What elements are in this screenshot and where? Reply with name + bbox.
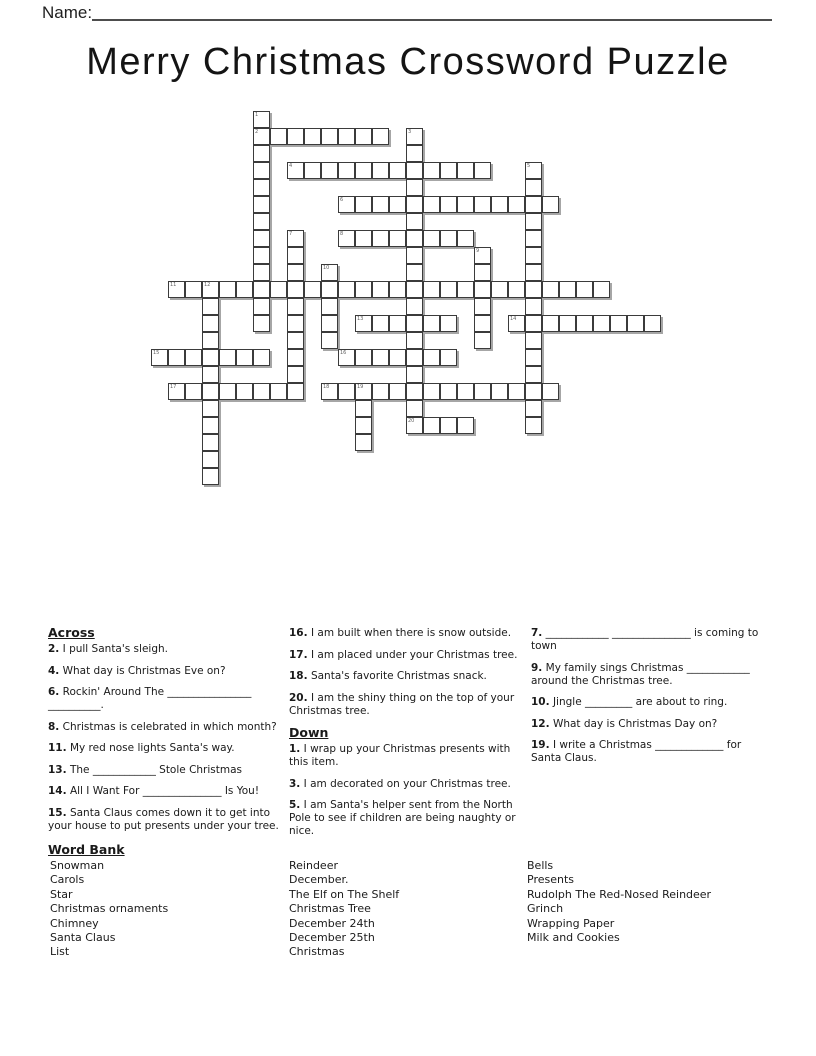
grid-cell (372, 315, 389, 332)
grid-cell (253, 281, 270, 298)
cell-number: 11 (170, 282, 177, 288)
clue-number: 19. (531, 739, 550, 751)
word-bank-item: Presents (527, 873, 575, 887)
grid-cell (525, 247, 542, 264)
grid-cell (372, 349, 389, 366)
grid-cell (525, 400, 542, 417)
clue-number: 3. (289, 777, 301, 790)
clue-17: 17. I am placed under your Christmas tree. (289, 648, 518, 661)
grid-cell (372, 383, 389, 400)
grid-cell (338, 196, 355, 213)
grid-cell (287, 128, 304, 145)
grid-cell (457, 417, 474, 434)
grid-cell (525, 162, 542, 179)
grid-cell (593, 315, 610, 332)
grid-cell (610, 315, 627, 332)
cell-number: 9 (476, 248, 480, 254)
grid-cell (491, 383, 508, 400)
grid-cell (406, 417, 423, 434)
cell-number: 18 (323, 384, 330, 390)
grid-cell (542, 383, 559, 400)
grid-cell (304, 281, 321, 298)
grid-cell (389, 349, 406, 366)
grid-cell (253, 247, 270, 264)
grid-cell (525, 230, 542, 247)
clue-15: 15. Santa Claus comes down it to get into your house to put presents under your tree. (48, 806, 279, 832)
grid-cell (627, 315, 644, 332)
grid-cell (440, 196, 457, 213)
clue-1: 1. I wrap up your Christmas presents with this item. (289, 743, 511, 768)
cell-number: 14 (510, 316, 517, 322)
grid-cell (423, 281, 440, 298)
grid-cell (321, 264, 338, 281)
clue-16: 16. I am built when there is snow outside. (289, 627, 512, 639)
cell-number: 16 (340, 350, 347, 356)
grid-cell (253, 179, 270, 196)
word-bank-item: Carols (50, 873, 85, 887)
word-bank-header: Word Bank (48, 842, 125, 857)
clue-7: 7. ____________ _______________ is coming to town (531, 627, 759, 652)
grid-cell (474, 315, 491, 332)
grid-cell (542, 196, 559, 213)
word-bank-item: Grinch (527, 902, 564, 916)
grid-cell (185, 281, 202, 298)
clue-number: 10. (531, 696, 550, 708)
grid-cell (406, 196, 423, 213)
cell-number: 2 (255, 129, 259, 135)
grid-cell (355, 434, 372, 451)
word-bank-item: Reindeer (289, 859, 338, 872)
grid-cell (406, 315, 423, 332)
grid-cell (202, 315, 219, 332)
cell-number: 3 (408, 129, 412, 135)
clue-column-2 (289, 627, 527, 847)
grid-cell (440, 230, 457, 247)
cell-number: 8 (340, 231, 344, 237)
grid-cell (474, 196, 491, 213)
grid-cell (253, 145, 270, 162)
clue-10: 10. Jingle _________ are about to ring. (531, 696, 728, 708)
grid-cell (406, 230, 423, 247)
clue-3: 3. I am decorated on your Christmas tree. (289, 777, 511, 790)
clue-number: 14. (48, 785, 67, 797)
grid-cell (338, 281, 355, 298)
grid-cell (202, 417, 219, 434)
grid-cell (406, 281, 423, 298)
grid-cell (355, 162, 372, 179)
clue-number: 2. (48, 643, 60, 655)
grid-cell (287, 383, 304, 400)
grid-cell (338, 230, 355, 247)
grid-cell (525, 315, 542, 332)
cell-number: 4 (289, 163, 293, 169)
grid-cell (338, 383, 355, 400)
clue-number: 13. (48, 763, 67, 776)
cell-number: 20 (408, 418, 415, 424)
grid-cell (202, 298, 219, 315)
grid-cell (593, 281, 610, 298)
cell-number: 5 (527, 163, 531, 169)
grid-cell (423, 349, 440, 366)
clue-12: 12. What day is Christmas Day on? (531, 717, 718, 730)
word-bank-item: Santa Claus (50, 931, 116, 945)
word-bank-item: Star (50, 887, 73, 901)
word-bank-item: Christmas (289, 945, 345, 959)
word-bank-item: Christmas Tree (289, 902, 371, 916)
cell-number: 1 (255, 112, 259, 118)
grid-cell (457, 230, 474, 247)
grid-cell (525, 332, 542, 349)
grid-cell (406, 383, 423, 400)
word-bank-item: Snowman (50, 859, 105, 872)
grid-cell (525, 298, 542, 315)
grid-cell (202, 383, 219, 400)
grid-cell (559, 315, 576, 332)
clue-number: 15. (48, 806, 67, 819)
grid-cell (474, 264, 491, 281)
word-bank-item: Milk and Cookies (527, 931, 620, 945)
grid-cell (185, 349, 202, 366)
clue-number: 5. (289, 799, 301, 811)
word-bank-column-2 (289, 859, 399, 960)
grid-cell (474, 298, 491, 315)
clue-number: 9. (531, 661, 543, 674)
grid-cell (287, 298, 304, 315)
grid-cell (525, 264, 542, 281)
grid-cell (474, 162, 491, 179)
grid-cell (423, 383, 440, 400)
word-bank-column-1 (50, 859, 168, 960)
grid-cell (525, 366, 542, 383)
cell-number: 13 (357, 316, 364, 322)
grid-cell (406, 264, 423, 281)
grid-cell (508, 196, 525, 213)
grid-cell (576, 281, 593, 298)
word-bank-item: Wrapping Paper (527, 916, 615, 930)
grid-cell (355, 400, 372, 417)
grid-cell (389, 196, 406, 213)
down-header: Down (289, 725, 329, 740)
grid-cell (253, 111, 270, 128)
grid-cell (423, 315, 440, 332)
grid-cell (389, 383, 406, 400)
word-bank-column-3 (527, 859, 711, 945)
word-bank-item: Chimney (50, 916, 99, 930)
grid-cell (525, 417, 542, 434)
clue-4: 4. What day is Christmas Eve on? (48, 664, 226, 677)
grid-cell (253, 162, 270, 179)
grid-cell (185, 383, 202, 400)
grid-cell (253, 264, 270, 281)
clue-number: 6. (48, 686, 60, 698)
grid-cell (406, 247, 423, 264)
grid-cell (355, 383, 372, 400)
grid-cell (355, 417, 372, 434)
grid-cell (168, 281, 185, 298)
clue-number: 18. (289, 670, 308, 682)
grid-cell (202, 349, 219, 366)
grid-cell (253, 315, 270, 332)
grid-cell (474, 383, 491, 400)
grid-cell (253, 196, 270, 213)
clue-9: 9. My family sings Christmas ____________ around the Christmas tree. (531, 661, 750, 687)
grid-cell (355, 349, 372, 366)
word-bank-item: List (50, 945, 70, 959)
grid-cell (270, 281, 287, 298)
grid-cell (321, 162, 338, 179)
grid-cell (491, 196, 508, 213)
grid-cell (355, 315, 372, 332)
grid-cell (508, 383, 525, 400)
grid-cell (525, 213, 542, 230)
grid-cell (525, 196, 542, 213)
grid-cell (287, 247, 304, 264)
cell-number: 17 (170, 384, 177, 390)
grid-cell (406, 128, 423, 145)
grid-cell (457, 162, 474, 179)
grid-cell (406, 349, 423, 366)
grid-cell (372, 128, 389, 145)
grid-cell (202, 468, 219, 485)
grid-cell (270, 383, 287, 400)
cell-number: 6 (340, 197, 344, 203)
grid-cell (287, 315, 304, 332)
clue-2: 2. I pull Santa's sleigh. (48, 643, 168, 655)
grid-cell (287, 162, 304, 179)
grid-cell (423, 196, 440, 213)
word-bank-item: December. (289, 873, 349, 887)
page-title: Merry Christmas Crossword Puzzle (86, 41, 730, 83)
grid-cell (440, 349, 457, 366)
clue-19: 19. I write a Christmas _____________ for Santa Claus. (531, 739, 742, 764)
grid-cell (389, 162, 406, 179)
grid-cell (270, 128, 287, 145)
grid-cell (253, 230, 270, 247)
clue-column-3 (531, 627, 769, 774)
grid-cell (202, 451, 219, 468)
grid-cell (321, 332, 338, 349)
cell-number: 19 (357, 384, 364, 390)
grid-cell (406, 162, 423, 179)
grid-cell (576, 315, 593, 332)
grid-cell (253, 298, 270, 315)
clue-6: 6. Rockin' Around The ________________ __________. (48, 686, 252, 711)
grid-cell (253, 349, 270, 366)
grid-cell (372, 230, 389, 247)
grid-cell (440, 162, 457, 179)
clue-18: 18. Santa's favorite Christmas snack. (289, 670, 487, 682)
grid-cell (423, 417, 440, 434)
grid-cell (406, 366, 423, 383)
grid-cell (321, 315, 338, 332)
clue-5: 5. I am Santa's helper sent from the North Pole to see if children are being naughty or nice. (289, 799, 516, 837)
grid-cell (219, 383, 236, 400)
grid-cell (440, 315, 457, 332)
grid-cell (202, 434, 219, 451)
grid-cell (202, 400, 219, 417)
grid-cell (253, 128, 270, 145)
grid-cell (423, 230, 440, 247)
grid-cell (389, 315, 406, 332)
grid-cell (559, 281, 576, 298)
grid-cell (457, 196, 474, 213)
clue-number: 1. (289, 743, 301, 755)
clue-number: 4. (48, 664, 60, 677)
grid-cell (440, 417, 457, 434)
grid-cell (440, 281, 457, 298)
word-bank-item: Rudolph The Red-Nosed Reindeer (527, 887, 712, 901)
grid-cell (372, 281, 389, 298)
grid-cell (151, 349, 168, 366)
grid-cell (321, 281, 338, 298)
cell-number: 10 (323, 265, 330, 271)
grid-cell (525, 349, 542, 366)
grid-cell (474, 247, 491, 264)
clue-14: 14. All I Want For _______________ Is You! (48, 785, 260, 797)
grid-cell (644, 315, 661, 332)
grid-cell (236, 281, 253, 298)
grid-cell (406, 298, 423, 315)
clue-column-1 (48, 625, 286, 841)
grid-cell (287, 332, 304, 349)
clue-number: 12. (531, 717, 550, 730)
grid-cell (491, 281, 508, 298)
grid-cell (525, 179, 542, 196)
clue-20: 20. I am the shiny thing on the top of your Christmas tree. (289, 691, 515, 717)
grid-cell (287, 230, 304, 247)
grid-cell (457, 383, 474, 400)
clue-number: 8. (48, 720, 60, 733)
name-label: Name: (42, 3, 93, 22)
clue-11: 11. My red nose lights Santa's way. (48, 742, 235, 754)
grid-cell (338, 162, 355, 179)
grid-cell (389, 281, 406, 298)
clue-8: 8. Christmas is celebrated in which month? (48, 720, 277, 733)
grid-cell (508, 281, 525, 298)
grid-cell (168, 383, 185, 400)
grid-cell (304, 128, 321, 145)
grid-cell (474, 332, 491, 349)
grid-cell (338, 128, 355, 145)
grid-cell (321, 383, 338, 400)
grid-cell (457, 281, 474, 298)
cell-number: 12 (204, 282, 211, 288)
grid-cell (202, 366, 219, 383)
grid-cell (168, 349, 185, 366)
grid-cell (338, 349, 355, 366)
grid-cell (406, 400, 423, 417)
word-bank-item: Christmas ornaments (50, 902, 169, 916)
cell-number: 7 (289, 231, 293, 237)
word-bank-item: December 25th (289, 931, 375, 945)
grid-cell (219, 281, 236, 298)
grid-cell (542, 281, 559, 298)
grid-cell (508, 315, 525, 332)
cell-number: 15 (153, 350, 160, 356)
grid-cell (372, 162, 389, 179)
word-bank-item: Bells (527, 859, 554, 872)
clue-number: 16. (289, 627, 308, 639)
grid-cell (287, 349, 304, 366)
grid-cell (253, 213, 270, 230)
grid-cell (321, 128, 338, 145)
grid-cell (287, 281, 304, 298)
word-bank-item: December 24th (289, 916, 375, 930)
clue-13: 13. The ____________ Stole Christmas (48, 763, 243, 776)
grid-cell (355, 230, 372, 247)
grid-cell (474, 281, 491, 298)
word-bank-item: The Elf on The Shelf (289, 887, 400, 901)
grid-cell (406, 332, 423, 349)
grid-cell (355, 196, 372, 213)
grid-cell (355, 128, 372, 145)
grid-cell (406, 213, 423, 230)
grid-cell (287, 264, 304, 281)
grid-cell (202, 332, 219, 349)
grid-cell (372, 196, 389, 213)
grid-cell (542, 315, 559, 332)
grid-cell (525, 281, 542, 298)
clue-number: 20. (289, 691, 308, 704)
grid-cell (406, 145, 423, 162)
clue-number: 17. (289, 648, 308, 661)
grid-cell (321, 298, 338, 315)
clue-number: 7. (531, 627, 543, 639)
grid-cell (253, 383, 270, 400)
grid-cell (423, 162, 440, 179)
clue-number: 11. (48, 742, 67, 754)
across-header: Across (48, 625, 95, 640)
grid-cell (355, 281, 372, 298)
grid-cell (202, 281, 219, 298)
grid-cell (525, 383, 542, 400)
grid-cell (406, 179, 423, 196)
grid-cell (389, 230, 406, 247)
grid-cell (236, 349, 253, 366)
grid-cell (287, 366, 304, 383)
grid-cell (236, 383, 253, 400)
grid-cell (219, 349, 236, 366)
grid-cell (440, 383, 457, 400)
grid-cell (304, 162, 321, 179)
